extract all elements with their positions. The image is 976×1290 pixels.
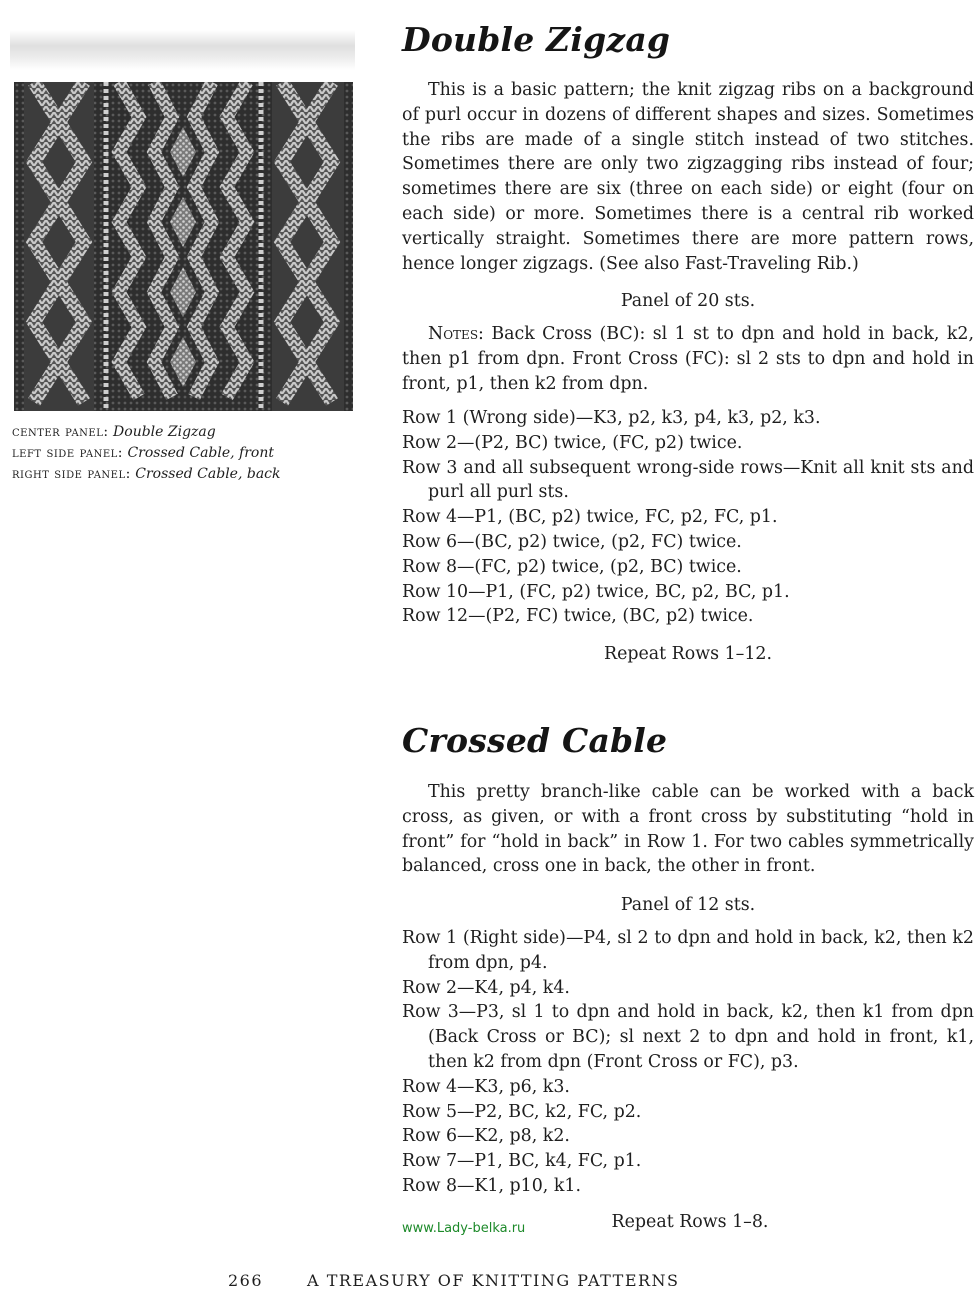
crossed-cable-intro: This pretty branch-like cable can be worked with a back cross, as given, or with a front cross by substituting “hold in front” for “hold in back” in Row 1. For two cables symmetrically balanced, cross one in back, the other in front. — [402, 782, 974, 877]
row-instruction: Row 3—P3, sl 1 to dpn and hold in back, k2, then k1 from dpn (Back Cross or BC); sl next 2 to dpn and hold in front, k1, then k2 from dpn (Front Cross or FC), p3. — [402, 1002, 974, 1072]
caption-value: Crossed Cable, back — [135, 466, 281, 482]
scan-smudge — [10, 30, 355, 70]
caption-key: center panel: — [12, 424, 109, 440]
swatch-photo — [14, 82, 353, 411]
caption-line-right — [12, 464, 342, 485]
notes-text: Back Cross (BC): sl 1 st to dpn and hold in back, k2, then p1 from dpn. Front Cross (FC): sl 2 sts to dpn and hold in front, p1, then k2 from dpn. — [402, 324, 974, 394]
row-instruction: Row 2—(P2, BC) twice, (FC, p2) twice. — [402, 432, 743, 453]
double-zigzag-notes — [402, 322, 974, 396]
book-title: A TREASURY OF KNITTING PATTERNS — [307, 1271, 680, 1290]
row-instruction: Row 7—P1, BC, k4, FC, p1. — [402, 1151, 642, 1172]
row-instruction: Row 5—P2, BC, k2, FC, p2. — [402, 1101, 642, 1122]
crossed-cable-rows — [402, 926, 974, 1199]
row-instruction: Row 6—(BC, p2) twice, (p2, FC) twice. — [402, 531, 742, 552]
crossed-cable-repeat: Repeat Rows 1–8. — [611, 1212, 769, 1232]
section-title-crossed-cable: Crossed Cable — [402, 721, 668, 760]
double-zigzag-repeat: Repeat Rows 1–12. — [603, 644, 772, 664]
caption-key: right side panel: — [12, 466, 131, 482]
section-title-double-zigzag: Double Zigzag — [402, 20, 671, 59]
page-number: 266 — [228, 1271, 264, 1290]
caption-key: left side panel: — [12, 445, 124, 461]
row-instruction: Row 8—(FC, p2) twice, (p2, BC) twice. — [402, 556, 742, 577]
photo-caption — [12, 422, 342, 485]
row-instruction: Row 3 and all subsequent wrong-side rows—Knit all knit sts and purl all purl sts. — [402, 457, 974, 503]
caption-line-left — [12, 443, 342, 464]
caption-value: Double Zigzag — [113, 424, 216, 440]
knit-swatch-image — [14, 82, 353, 411]
caption-value: Crossed Cable, front — [127, 445, 274, 461]
double-zigzag-intro: This is a basic pattern; the knit zigzag ribs on a background of purl occur in dozens of different shapes and sizes. Sometimes the ribs are made of a single stitch instead of two stitches. Sometimes there are only two zigzagging ribs instead of four; sometimes there are six (three on each side) or eight (four on each side) or more. Sometimes there is a central rib worked vertically straight. Sometimes there are more pattern rows, hence longer zigzags. (See also Fast-Traveling Rib.) — [402, 80, 974, 274]
left-cable — [24, 82, 94, 411]
right-cable — [272, 82, 344, 411]
double-zigzag-rows — [402, 406, 974, 629]
notes-label: Notes: — [428, 324, 484, 344]
row-instruction: Row 4—P1, (BC, p2) twice, FC, p2, FC, p1. — [402, 507, 778, 528]
double-zigzag-panel: Panel of 20 sts. — [620, 291, 756, 311]
row-instruction: Row 2—K4, p4, k4. — [402, 977, 570, 998]
crossed-cable-panel: Panel of 12 sts. — [620, 895, 756, 915]
row-instruction: Row 1 (Wrong side)—K3, p2, k3, p4, k3, p2, k3. — [402, 408, 821, 428]
row-instruction: Row 6—K2, p8, k2. — [402, 1126, 570, 1147]
row-instruction: Row 10—P1, (FC, p2) twice, BC, p2, BC, p1. — [402, 581, 790, 602]
page-folio — [228, 1271, 680, 1290]
row-instruction: Row 12—(P2, FC) twice, (BC, p2) twice. — [402, 606, 754, 627]
row-instruction: Row 8—K1, p10, k1. — [402, 1175, 581, 1196]
row-instruction: Row 4—K3, p6, k3. — [402, 1076, 570, 1097]
row-instruction: Row 1 (Right side)—P4, sl 2 to dpn and hold in back, k2, then k2 from dpn, p4. — [402, 928, 974, 973]
watermark-url: www.Lady-belka.ru — [402, 1221, 526, 1236]
caption-line-center — [12, 422, 342, 443]
